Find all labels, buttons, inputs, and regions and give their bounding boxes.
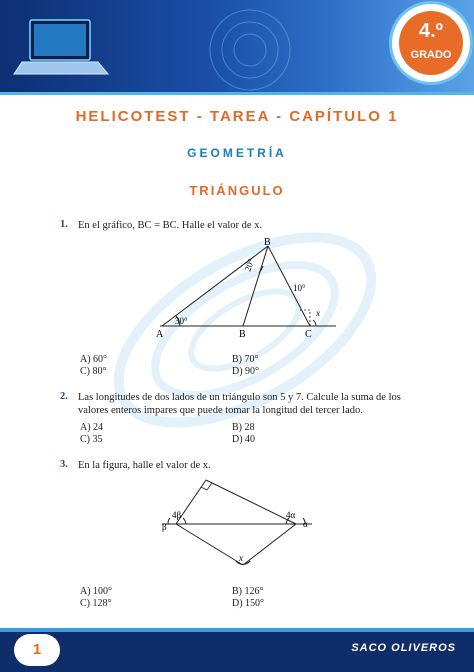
grade-badge [392, 4, 470, 82]
question-1-text: En el gráfico, BC = BC. Halle el valor de x. [78, 220, 263, 231]
footer-band [0, 628, 474, 632]
q3-option-a[interactable]: A) 100° [80, 586, 113, 597]
brand-logo: SACO OLIVEROS [351, 642, 456, 654]
page-title: HELICOTEST - TAREA - CAPÍTULO 1 [75, 108, 399, 125]
question-3-number: 3. [60, 459, 68, 470]
grade-label: GRADO [410, 49, 452, 61]
q2-option-d[interactable]: D) 40 [232, 434, 256, 445]
question-2-text-line1: Las longitudes de dos lados de un triángulo son 5 y 7. Calcule la suma de los [78, 392, 401, 403]
question-1-number: 1. [60, 219, 68, 230]
q1-option-a[interactable]: A) 60° [80, 354, 108, 365]
angle-alpha-label: α [303, 519, 308, 529]
question-2-text-line2: valores enteros impares que puede tomar la longitud del tercer lado. [78, 405, 363, 416]
q1-option-b[interactable]: B) 70° [232, 354, 259, 365]
subject-title: GEOMETRÍA [187, 146, 287, 160]
question-3-figure [0, 472, 474, 582]
angle-30-label: 30° [175, 316, 188, 326]
q1-option-d[interactable]: D) 90° [232, 366, 260, 377]
angle-20-label: 20° [242, 257, 257, 273]
question-3-text: En la figura, halle el valor de x. [78, 460, 211, 471]
q2-option-b[interactable]: B) 28 [232, 422, 255, 433]
angle-10-label: 10° [293, 283, 306, 293]
vertex-c-label: C [305, 329, 312, 340]
q2-option-a[interactable]: A) 24 [80, 422, 104, 433]
question-1-figure [0, 236, 474, 346]
q3-option-c[interactable]: C) 128° [80, 598, 112, 609]
grade-number: 4.º [419, 20, 443, 42]
vertex-b-label: B [264, 237, 271, 248]
angle-x-label-q3: x [239, 553, 243, 563]
vertex-b-bottom-label: B [239, 329, 246, 340]
q2-option-c[interactable]: C) 35 [80, 434, 103, 445]
angle-4beta-label: 4β [172, 510, 182, 520]
page-number: 1 [14, 634, 60, 666]
angle-x-label: x [316, 308, 320, 318]
q3-option-b[interactable]: B) 126° [232, 586, 264, 597]
vertex-a-label: A [156, 329, 164, 340]
q1-option-c[interactable]: C) 80° [80, 366, 107, 377]
topic-title: TRIÁNGULO [189, 183, 285, 198]
angle-beta-label: β [162, 522, 167, 532]
q3-option-d[interactable]: D) 150° [232, 598, 265, 609]
angle-4alpha-label: 4α [286, 510, 296, 520]
footer [0, 628, 474, 672]
banner-divider [0, 92, 474, 95]
question-2-number: 2. [60, 391, 68, 402]
